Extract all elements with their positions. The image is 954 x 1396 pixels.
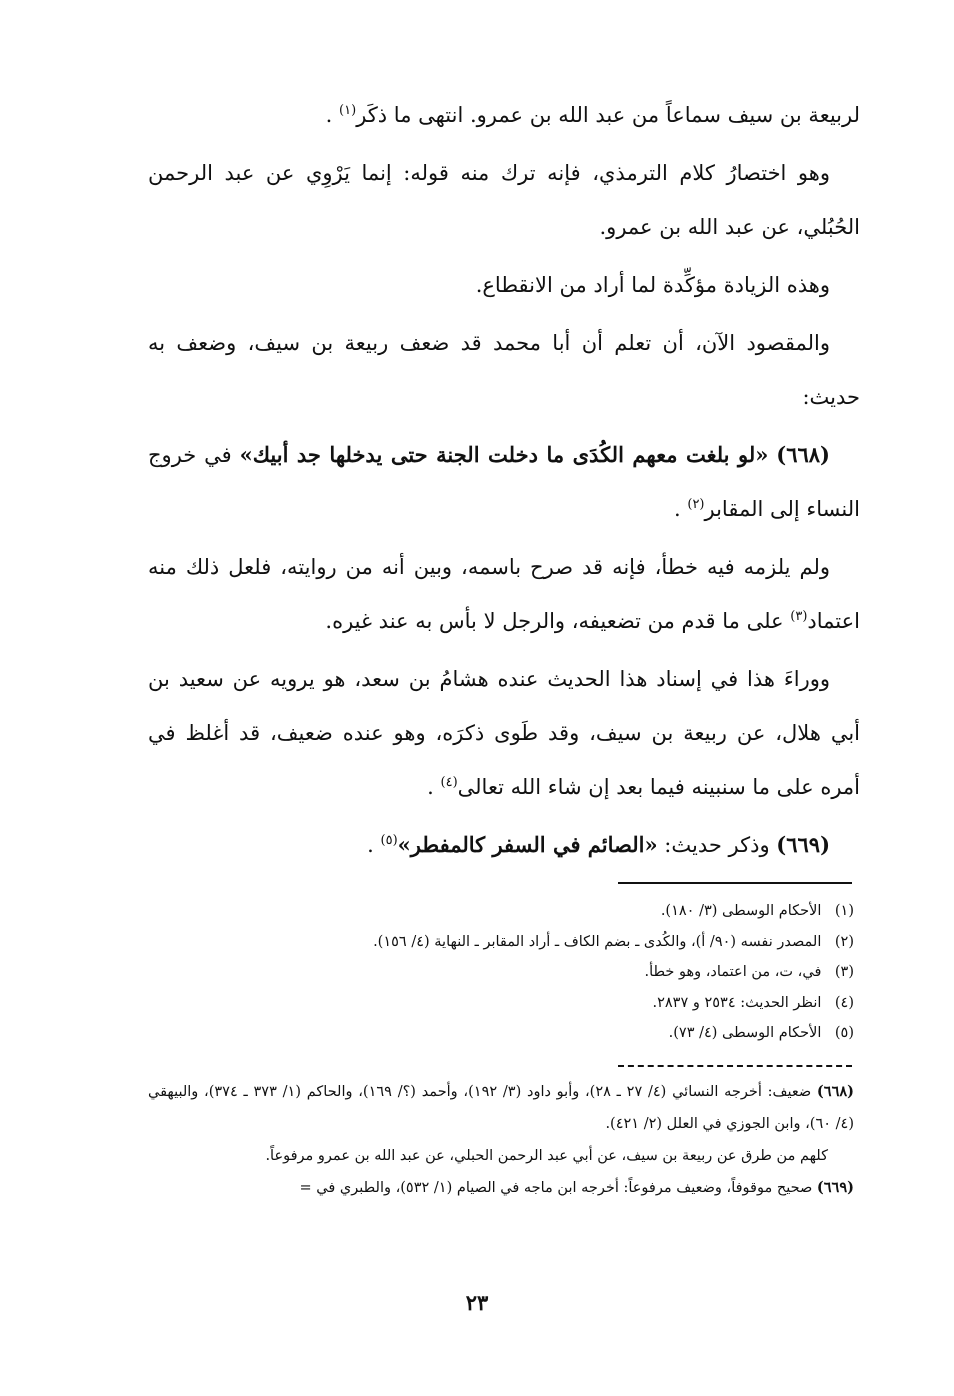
hadith-668-number: (٦٦٨) [776,442,830,467]
takhrij-669-number: (٦٦٩) [816,1179,854,1196]
paragraph-1 [148,88,860,142]
footnote-2 [148,927,854,958]
main-text [148,88,860,876]
footnotes [148,896,854,1049]
footnote-4 [148,988,854,1019]
paragraph-3: وهذه الزيادة مؤكِّدة لما أراد من الانقطاع. [475,273,830,297]
paragraph-4: والمقصود الآن، أن تعلم أن أبا محمد قد ضعف ربيعة بن سيف، وضعف به حديث: [148,331,860,409]
footnote-text: الأحكام الوسطى (٤/ ٧٣). [668,1025,822,1041]
takhrij-notes [148,1076,854,1204]
footnote-text: انظر الحديث: ٢٥٣٤ و ٢٨٣٧. [652,994,822,1011]
paragraph-5-text-b: على ما قدم من تضعيفه، والرجل لا بأس به عند غيره. [325,609,784,633]
takhrij-668-number: (٦٦٨) [816,1083,855,1100]
page-number: ٢٣ [465,1290,489,1315]
hadith-669 [148,818,860,872]
footnote-separator [618,882,852,884]
paragraph-1-text: لربيعة بن سيف سماعاً من عبد الله بن عمرو. انتهى ما ذكَر [356,103,860,127]
footnote-ref-4[interactable]: (٤) [440,775,458,790]
footnote-number: (٤) [834,994,854,1011]
footnote-number: (٥) [834,1025,854,1041]
hadith-669-end: . [367,833,374,857]
paragraph-5-text-a: ولم يلزمه فيه خطأ، فإنه قد صرح باسمه، وبين أنه من روايته، فلعل ذلك منه اعتماد [148,555,860,633]
footnote-ref-3[interactable]: (٣) [790,609,808,624]
paragraph-1-end: . [325,103,333,127]
paragraph-6 [148,652,860,814]
hadith-668-text: «لو بلغت معهم الكُدَى ما دخلت الجنة حتى يدخلها جد أبيك» [239,442,769,467]
takhrij-668 [148,1076,854,1140]
takhrij-669-text: صحيح موقوفاً، وضعيف مرفوعاً: أخرجه ابن ماجه في الصيام (١/ ٥٣٢)، والطبري في = [299,1180,813,1196]
footnote-1 [148,896,854,927]
takhrij-668-text: ضعيف: أخرجه النسائي (٤/ ٢٧ ـ ٢٨)، وأبو داود (٣/ ١٩٢)، وأحمد (؟/ ١٦٩)، والحاكم (١/ ٣٧٣ ـ ٣٧٤)، والبيهقي (٤/ ٦٠)، وابن الجوزي في العلل (٢/ ٤٢١). [148,1084,854,1132]
takhrij-separator [618,1065,852,1067]
hadith-669-text: «الصائم في السفر كالمفطر» [397,832,658,857]
footnote-5 [148,1018,854,1049]
footnote-text: في، ت، من اعتماد، وهو خطأ. [644,964,822,980]
paragraph-5 [148,540,860,648]
footnote-ref-1[interactable]: (١) [339,103,357,118]
footnote-text: المصدر نفسه (٩٠/ أ)، والكُدى ـ بضم الكاف ـ أراد المقابر ـ النهاية (٤/ ١٥٦). [373,933,822,950]
takhrij-668-continuation: كلهم من طرق عن ربيعة بن سيف، عن أبي عبد الرحمن الحبلي، عن عبد الله بن عمرو مرفوعاً. [265,1148,828,1164]
paragraph-6-end: . [427,775,434,799]
hadith-669-number: (٦٦٩) [776,832,830,857]
footnote-number: (٣) [834,964,854,980]
hadith-668 [148,428,860,536]
paragraph-2: وهو اختصارُ كلام الترمذي، فإنه ترك منه قوله: إنما يَرْوِي عن عبد الرحمن الحُبُلي، عن عبد الله بن عمرو. [148,161,860,239]
hadith-668-tail: في خروج النساء إلى المقابر [148,443,860,521]
takhrij-669 [148,1172,854,1204]
footnote-3 [148,957,854,988]
footnote-ref-2[interactable]: (٢) [687,497,705,512]
paragraph-6-text: ووراءَ هذا في إسناد هذا الحديث عنده هشامُ بن سعد، هو يرويه عن سعيد بن أبي هلال، عن ربيعة بن سيف، وقد طَوى ذكرَه، وهو عنده ضعيف، قد أغلظ في أمره على ما سنبينه فيما بعد إن شاء الله تعالى [148,667,860,799]
footnote-number: (٢) [834,933,854,950]
footnote-number: (١) [834,903,854,919]
footnote-text: الأحكام الوسطى (٣/ ١٨٠). [660,903,822,919]
hadith-668-end: . [673,497,681,521]
hadith-669-pre: وذكر حديث: [664,833,770,857]
footnote-ref-5[interactable]: (٥) [380,833,398,848]
